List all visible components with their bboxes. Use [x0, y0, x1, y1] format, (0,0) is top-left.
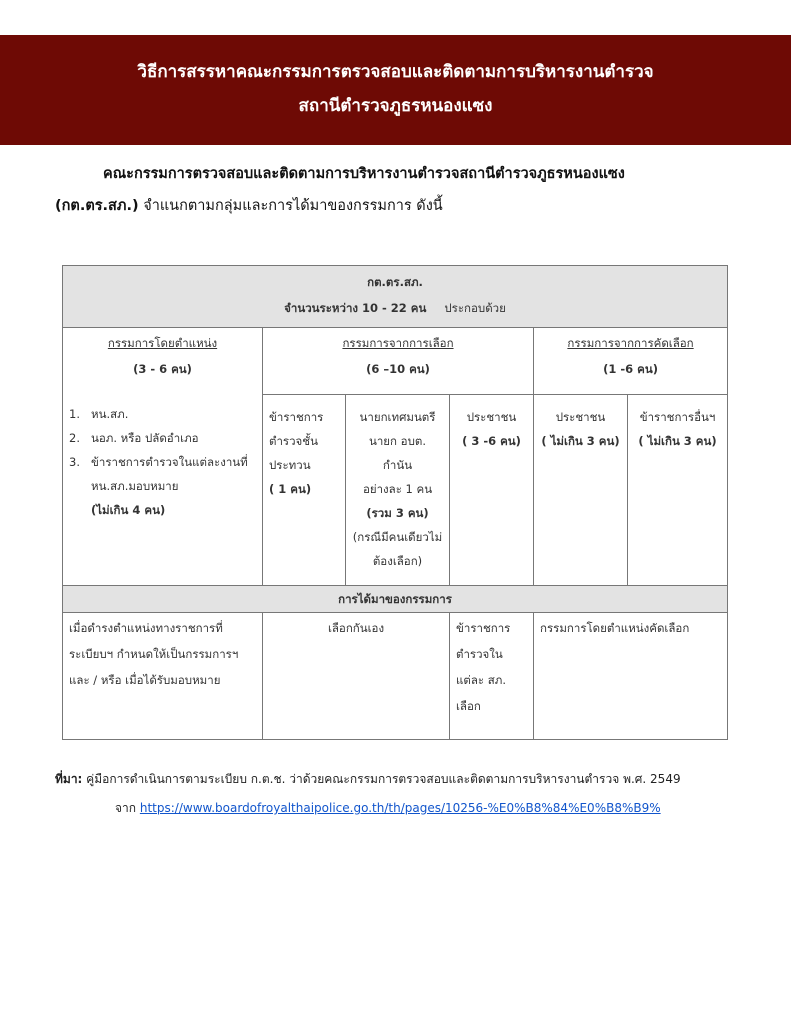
group-count: (3 - 6 คน) — [133, 362, 192, 376]
intro-paragraph — [55, 158, 745, 222]
group-count: (6 –10 คน) — [366, 362, 430, 376]
source-from: จาก — [115, 801, 140, 815]
acq-police-elect: ข้าราชการตำรวจในแต่ละ สภ. เลือก — [450, 613, 534, 740]
table-count-suffix: ประกอบด้วย — [444, 301, 506, 315]
ex-officio-cell — [63, 328, 263, 586]
source-note — [55, 770, 755, 818]
other-official-cell: ข้าราชการอื่นฯ ( ไม่เกิน 3 คน) — [628, 395, 728, 586]
intro-line1: คณะกรรมการตรวจสอบและติดตามการบริหารงานตำรวจสถานีตำรวจภูธรหนองแซง — [103, 166, 625, 182]
group-name: กรรมการจากการเลือก — [342, 336, 454, 350]
group-name: กรรมการจากการคัดเลือก — [567, 336, 694, 350]
table-title: กต.ตร.สภ. — [367, 275, 423, 289]
citizen-select-cell: ประชาชน ( ไม่เกิน 3 คน) — [534, 395, 628, 586]
ex-officio-list — [63, 388, 262, 522]
police-cell: ข้าราชการตำรวจชั้นประทวน ( 1 คน) — [263, 395, 346, 586]
banner-title-line1: วิธีการสรรหาคณะกรรมการตรวจสอบและติดตามการบริหารงานตำรวจ — [137, 62, 654, 82]
table-header — [63, 266, 728, 328]
source-label: ที่มา: — [55, 772, 83, 786]
intro-abbr: (กต.ตร.สภ.) — [55, 198, 139, 214]
list-item: 2. นอภ. หรือ ปลัดอำเภอ — [69, 431, 199, 445]
selected-group-header — [534, 328, 728, 395]
acquisition-header: การได้มาของกรรมการ — [63, 586, 728, 613]
list-item: 3. ข้าราชการตำรวจในแต่ละงานที่ หน.สภ.มอบหมาย — [69, 455, 248, 493]
ex-officio-limit: (ไม่เกิน 4 คน) — [91, 503, 166, 517]
committee-table — [62, 265, 728, 740]
intro-rest: จำแนกตามกลุ่มและการได้มาของกรรมการ ดังนี้ — [138, 198, 443, 214]
group-name: กรรมการโดยตำแหน่ง — [107, 336, 218, 350]
list-item: 1. หน.สภ. — [69, 407, 129, 421]
source-text: คู่มือการดำเนินการตามระเบียบ ก.ต.ช. ว่าด้วยคณะกรรมการตรวจสอบและติดตามการบริหารงานตำรวจ พ.ศ. 2549 — [82, 772, 681, 786]
elected-group-header — [263, 328, 534, 395]
acq-selected: กรรมการโดยตำแหน่งคัดเลือก — [534, 613, 728, 740]
citizen-elect-cell: ประชาชน ( 3 -6 คน) — [450, 395, 534, 586]
local-leaders-cell: นายกเทศมนตรี นายก อบต. กำนัน อย่างละ 1 คน (รวม 3 คน) (กรณีมีคนเดียวไม่ต้องเลือก) — [346, 395, 450, 586]
acq-ex-officio: เมื่อดำรงตำแหน่งทางราชการที่ระเบียบฯ กำหนดให้เป็นกรรมการฯ และ / หรือ เมื่อได้รับมอบหมาย — [63, 613, 263, 740]
source-link[interactable]: https://www.boardofroyalthaipolice.go.th/th/pages/10256-%E0%B8%84%E0%B8%B9% — [139, 801, 661, 815]
acq-self-elect: เลือกกันเอง — [263, 613, 450, 740]
banner-title-line2: สถานีตำรวจภูธรหนองแซง — [298, 96, 493, 116]
group-count: (1 -6 คน) — [603, 362, 658, 376]
page-banner — [0, 35, 791, 145]
table-count: จำนวนระหว่าง 10 - 22 คน — [284, 301, 427, 315]
